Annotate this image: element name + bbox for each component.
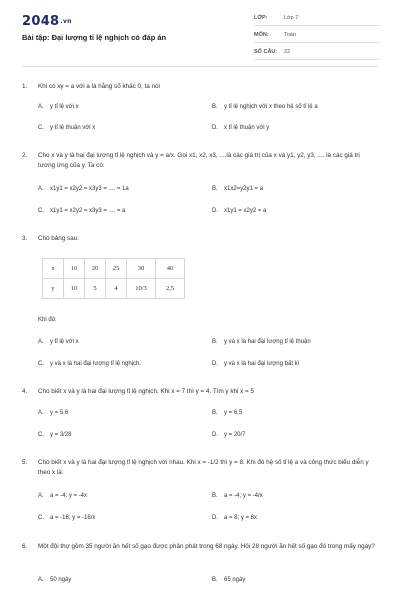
meta-value: Toán	[284, 32, 296, 38]
option-d[interactable]: D. a = 8; y = 8x	[212, 515, 258, 521]
option-d[interactable]: D. y và x là hai đại lượng bất kì	[212, 361, 300, 367]
option-a[interactable]: A. y tỉ lệ với x	[38, 339, 79, 345]
table-cell: 4	[106, 279, 127, 299]
table-cell: 10	[64, 259, 85, 279]
table-cell: 25	[106, 259, 127, 279]
question-number: 6.	[22, 543, 28, 550]
option-d[interactable]: D. x1y1 = x2y2 = a	[212, 208, 267, 214]
table-cell: 5	[85, 279, 106, 299]
question-text: Một đội thợ gồm 35 người ăn hết số gạo được phân phát trong 68 ngày. Hỏi 28 người ăn hết số gạo đó trong mấy ngày?	[38, 543, 375, 550]
table-row	[43, 259, 185, 279]
meta-label: SỐ CÂU:	[254, 49, 278, 55]
option-b[interactable]: B. y tỉ lệ nghịch với x theo hệ số tỉ lệ a	[212, 104, 318, 110]
option-a[interactable]: A. y tỉ lệ với x	[38, 104, 79, 110]
option-c[interactable]: C. y = 3/28	[38, 432, 72, 438]
meta-label: MÔN:	[254, 32, 269, 38]
option-a[interactable]: A. 50 ngày	[38, 577, 72, 583]
table-cell: 30	[127, 259, 156, 279]
table-cell: 20	[85, 259, 106, 279]
question-number: 3.	[22, 235, 28, 242]
option-c[interactable]: C. y tỉ lệ thuận với x	[38, 125, 96, 131]
option-d[interactable]: D. x tỉ lệ thuận với y	[212, 125, 270, 131]
question-text: Cho x và y là hai đại lượng tỉ lệ nghịch và y = a/x. Gọi x1, x2, x3, ....là các giá trị của x và y1, y2, y3, .... là các giá trị tương ứng của y. Ta có:	[38, 152, 360, 169]
option-b[interactable]: B. a = -4; y = -4/x	[212, 493, 263, 499]
table-cell: 10	[64, 279, 85, 299]
option-b[interactable]: B. 65 ngày	[212, 577, 246, 583]
question-number: 5.	[22, 459, 28, 466]
table-cell: y	[43, 279, 64, 299]
table-row	[43, 279, 185, 299]
question-text: Cho biết x và y là hai đại lượng tỉ lệ nghịch với nhau. Khi x = -1/2 thì y = 8. Khi đó hệ số tỉ lệ a và công thức biểu diễn y theo x là:	[38, 459, 369, 476]
option-c[interactable]: C. y và x là hai đại lượng tỉ lệ nghịch.	[38, 361, 141, 367]
meta-info	[254, 12, 380, 63]
option-b[interactable]: B. x1x2=y2y1 = a	[212, 186, 264, 192]
table-cell: 2,5	[156, 279, 185, 299]
meta-value: 22	[284, 49, 291, 55]
meta-row-class	[254, 12, 380, 26]
meta-label: LỚP:	[254, 15, 268, 21]
meta-row-count	[254, 46, 380, 60]
meta-value: Lớp 7	[284, 15, 299, 21]
table-cell: 40	[156, 259, 185, 279]
logo-suffix: .vn	[60, 18, 72, 25]
question-text: Cho biết x và y là hai đại lượng tỉ lệ nghịch. Khi x = 7 thì y = 4. Tìm y khi x = 5	[38, 388, 254, 395]
option-d[interactable]: D. y = 20/7	[212, 432, 246, 438]
page-title: Bài tập: Đại lượng tỉ lệ nghịch có đáp án	[22, 33, 167, 42]
option-b[interactable]: B. y và x là hai đại lượng tỉ lệ thuận	[212, 339, 311, 345]
option-c[interactable]: C. x1y1 = x2y2 = x3y3 = .... = a	[38, 208, 126, 214]
site-logo[interactable]: 2048.vn	[22, 14, 72, 29]
table-cell: x	[43, 259, 64, 279]
question-text: Khi có xy = a với a là hằng số khác 0, ta nói	[38, 83, 160, 90]
question-text: Cho bảng sau:	[38, 235, 79, 242]
meta-row-subject	[254, 29, 380, 43]
question-after-text: Khi đó:	[38, 317, 57, 323]
header-divider	[22, 66, 378, 67]
question-number: 2.	[22, 152, 28, 159]
option-b[interactable]: B. y = 6,5	[212, 410, 243, 416]
table-cell: 10/3	[127, 279, 156, 299]
page-header	[0, 0, 400, 64]
option-a[interactable]: A. x1y1 = x2y2 = x3y3 = .... = 1a	[38, 186, 129, 192]
question-number: 1.	[22, 83, 28, 90]
value-table	[42, 258, 185, 299]
question-number: 4.	[22, 388, 28, 395]
option-a[interactable]: A. a = -4; y = -4x	[38, 493, 88, 499]
option-c[interactable]: C. a = -16; y = -16/x	[38, 515, 96, 521]
option-a[interactable]: A. y = 5,6	[38, 410, 69, 416]
